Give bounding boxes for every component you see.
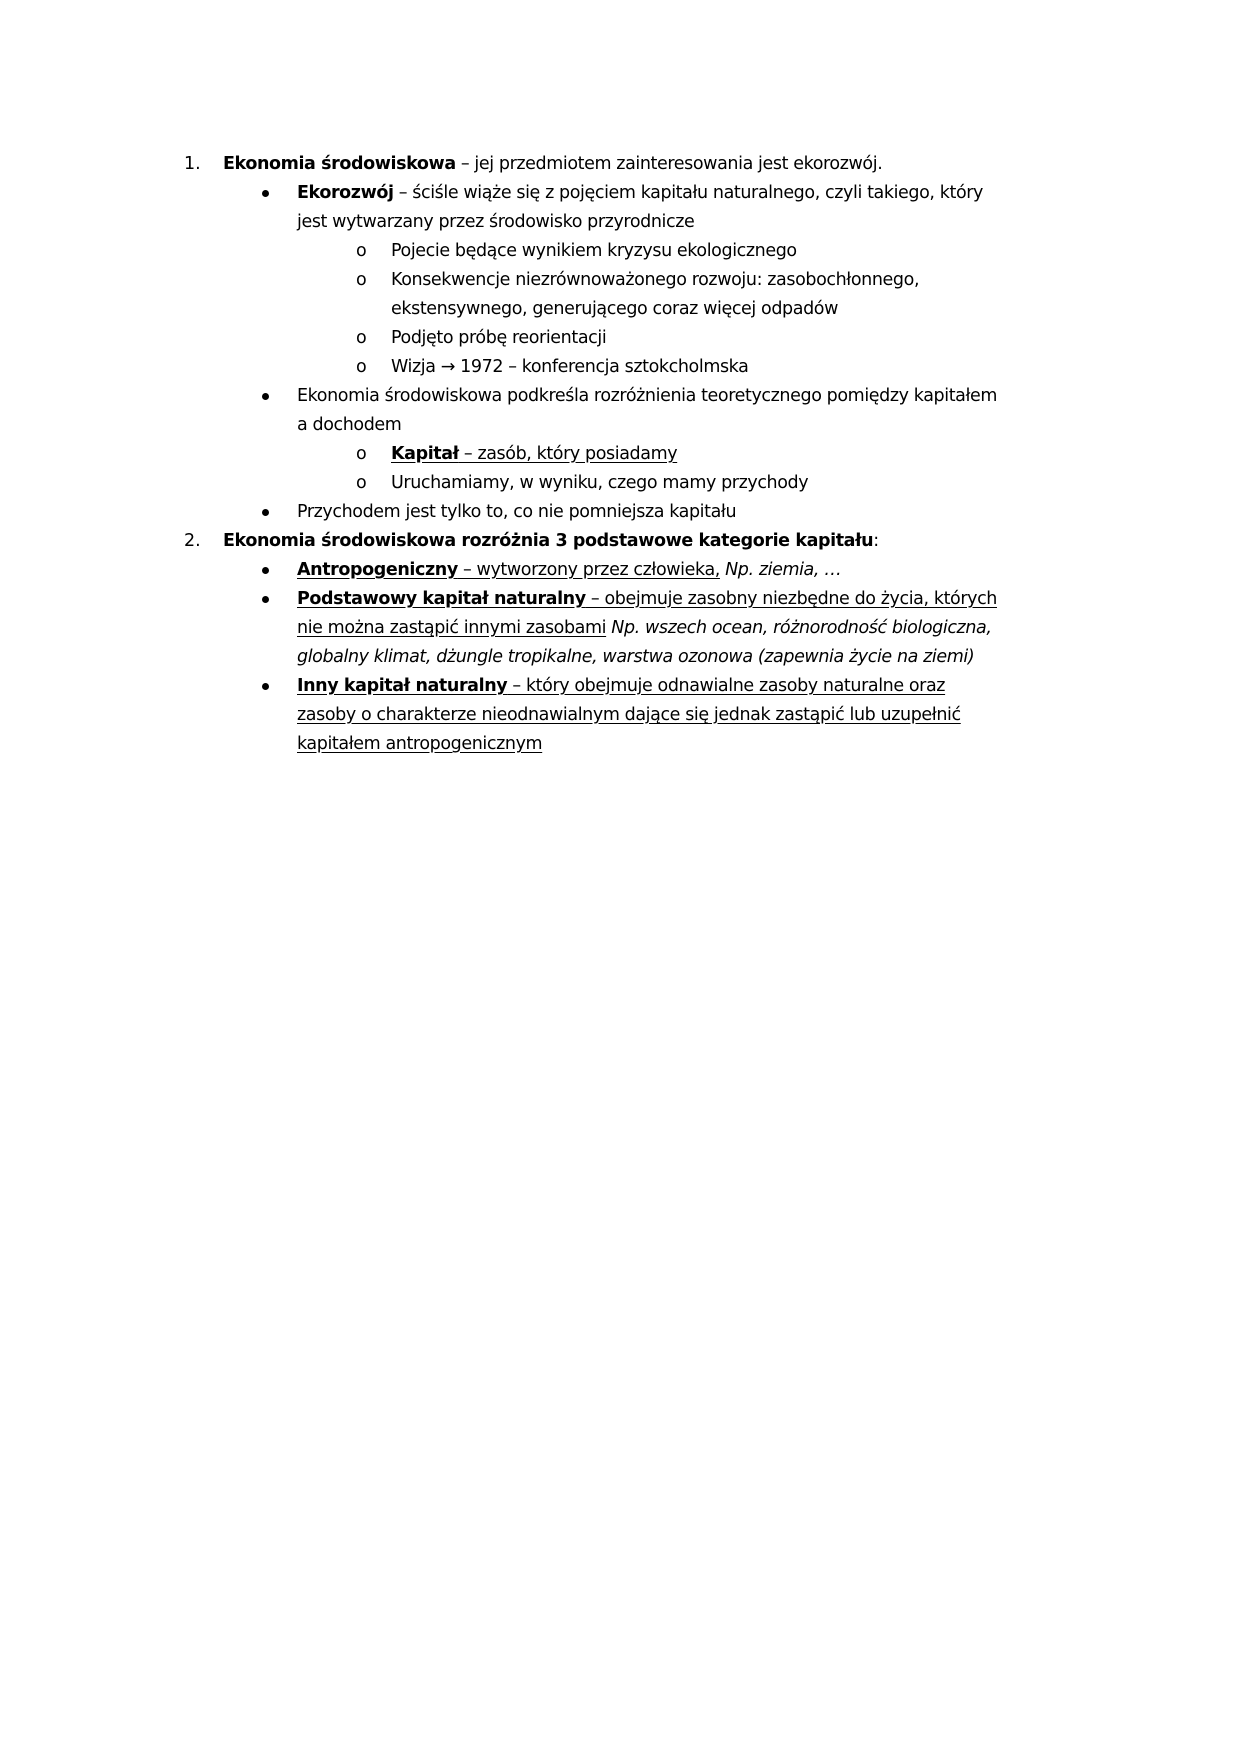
text-line [297,614,992,643]
term-label: Antropogeniczny [297,560,458,580]
text-segment: Pojecie będące wynikiem kryzysu ekologicznego [391,241,797,261]
bullet-dot [262,683,269,690]
bullet-dot [262,393,269,400]
bullet-dot [262,567,269,574]
bullet-icon [262,498,269,527]
text-line [297,701,961,730]
text-line [223,527,879,556]
text-line [297,208,694,237]
text-segment: Np. wszech ocean, różnorodność biologiczna, [606,618,992,638]
text-line [297,643,974,672]
text-segment: – wytworzony przez człowieka, [457,560,720,580]
term-label: Podstawowy kapitał naturalny [297,589,586,609]
text-line [297,179,983,208]
text-line [223,150,882,179]
text-segment: – zasób, który posiadamy [458,444,678,464]
text-segment: – ściśle wiąże się z pojęciem kapitału naturalnego, czyli takiego, który [393,183,984,203]
list-number: 2. [184,531,201,551]
text-segment: kapitałem antropogenicznym [297,734,543,754]
text-segment: nie można zastąpić innymi zasobami [297,618,607,638]
sub-bullet-icon: o [356,357,367,377]
text-line [391,469,808,498]
text-segment: zasoby o charakterze nieodnawialnym dające się jednak zastąpić lub uzupełnić [297,705,961,725]
sub-bullet-icon: o [356,241,367,261]
bullet-icon [262,585,269,614]
text-segment: – który obejmuje odnawialne zasoby naturalne oraz [507,676,946,696]
bullet-icon [262,382,269,411]
text-line [391,324,606,353]
term-label: Inny kapitał naturalny [297,676,508,696]
bullet-icon [262,672,269,701]
text-segment: Uruchamiamy, w wyniku, czego mamy przychody [391,473,809,493]
text-line [391,440,677,469]
text-line [297,672,945,701]
text-segment: jest wytwarzany przez środowisko przyrodnicze [297,212,695,232]
sub-bullet-icon: o [356,328,367,348]
text-segment: – obejmuje zasobny niezbędne do życia, których [585,589,997,609]
text-line [391,266,919,295]
bullet-icon [262,179,269,208]
text-segment: Np. ziemia, … [719,560,842,580]
text-line [297,498,736,527]
text-segment: Konsekwencje niezrównoważonego rozwoju: zasobochłonnego, [391,270,920,290]
list-number: 1. [184,154,201,174]
text-line [297,556,841,585]
text-segment: : [873,531,879,551]
bullet-icon [262,556,269,585]
text-line [391,295,838,324]
term-label: Ekonomia środowiskowa [223,154,456,174]
text-segment: Przychodem jest tylko to, co nie pomniejsza kapitału [297,502,737,522]
text-line [297,585,997,614]
text-segment: Wizja → 1972 – konferencja sztokcholmska [391,357,749,377]
bullet-dot [262,190,269,197]
text-line [297,411,401,440]
text-line [297,382,997,411]
text-line [297,730,542,759]
term-label: Ekorozwój [297,183,394,203]
sub-bullet-icon: o [356,270,367,290]
term-label: Kapitał [391,444,459,464]
text-segment: Ekonomia środowiskowa podkreśla rozróżnienia teoretycznego pomiędzy kapitałem [297,386,998,406]
bullet-dot [262,596,269,603]
sub-bullet-icon: o [356,444,367,464]
sub-bullet-icon: o [356,473,367,493]
text-segment: Podjęto próbę reorientacji [391,328,607,348]
text-segment: – jej przedmiotem zainteresowania jest ekorozwój. [455,154,883,174]
text-line [391,237,797,266]
text-segment: a dochodem [297,415,402,435]
text-segment: globalny klimat, dżungle tropikalne, warstwa ozonowa (zapewnia życie na ziemi) [297,647,975,667]
term-label: Ekonomia środowiskowa rozróżnia 3 podstawowe kategorie kapitału [223,531,874,551]
text-segment: ekstensywnego, generującego coraz więcej odpadów [391,299,839,319]
text-line [391,353,748,382]
bullet-dot [262,509,269,516]
